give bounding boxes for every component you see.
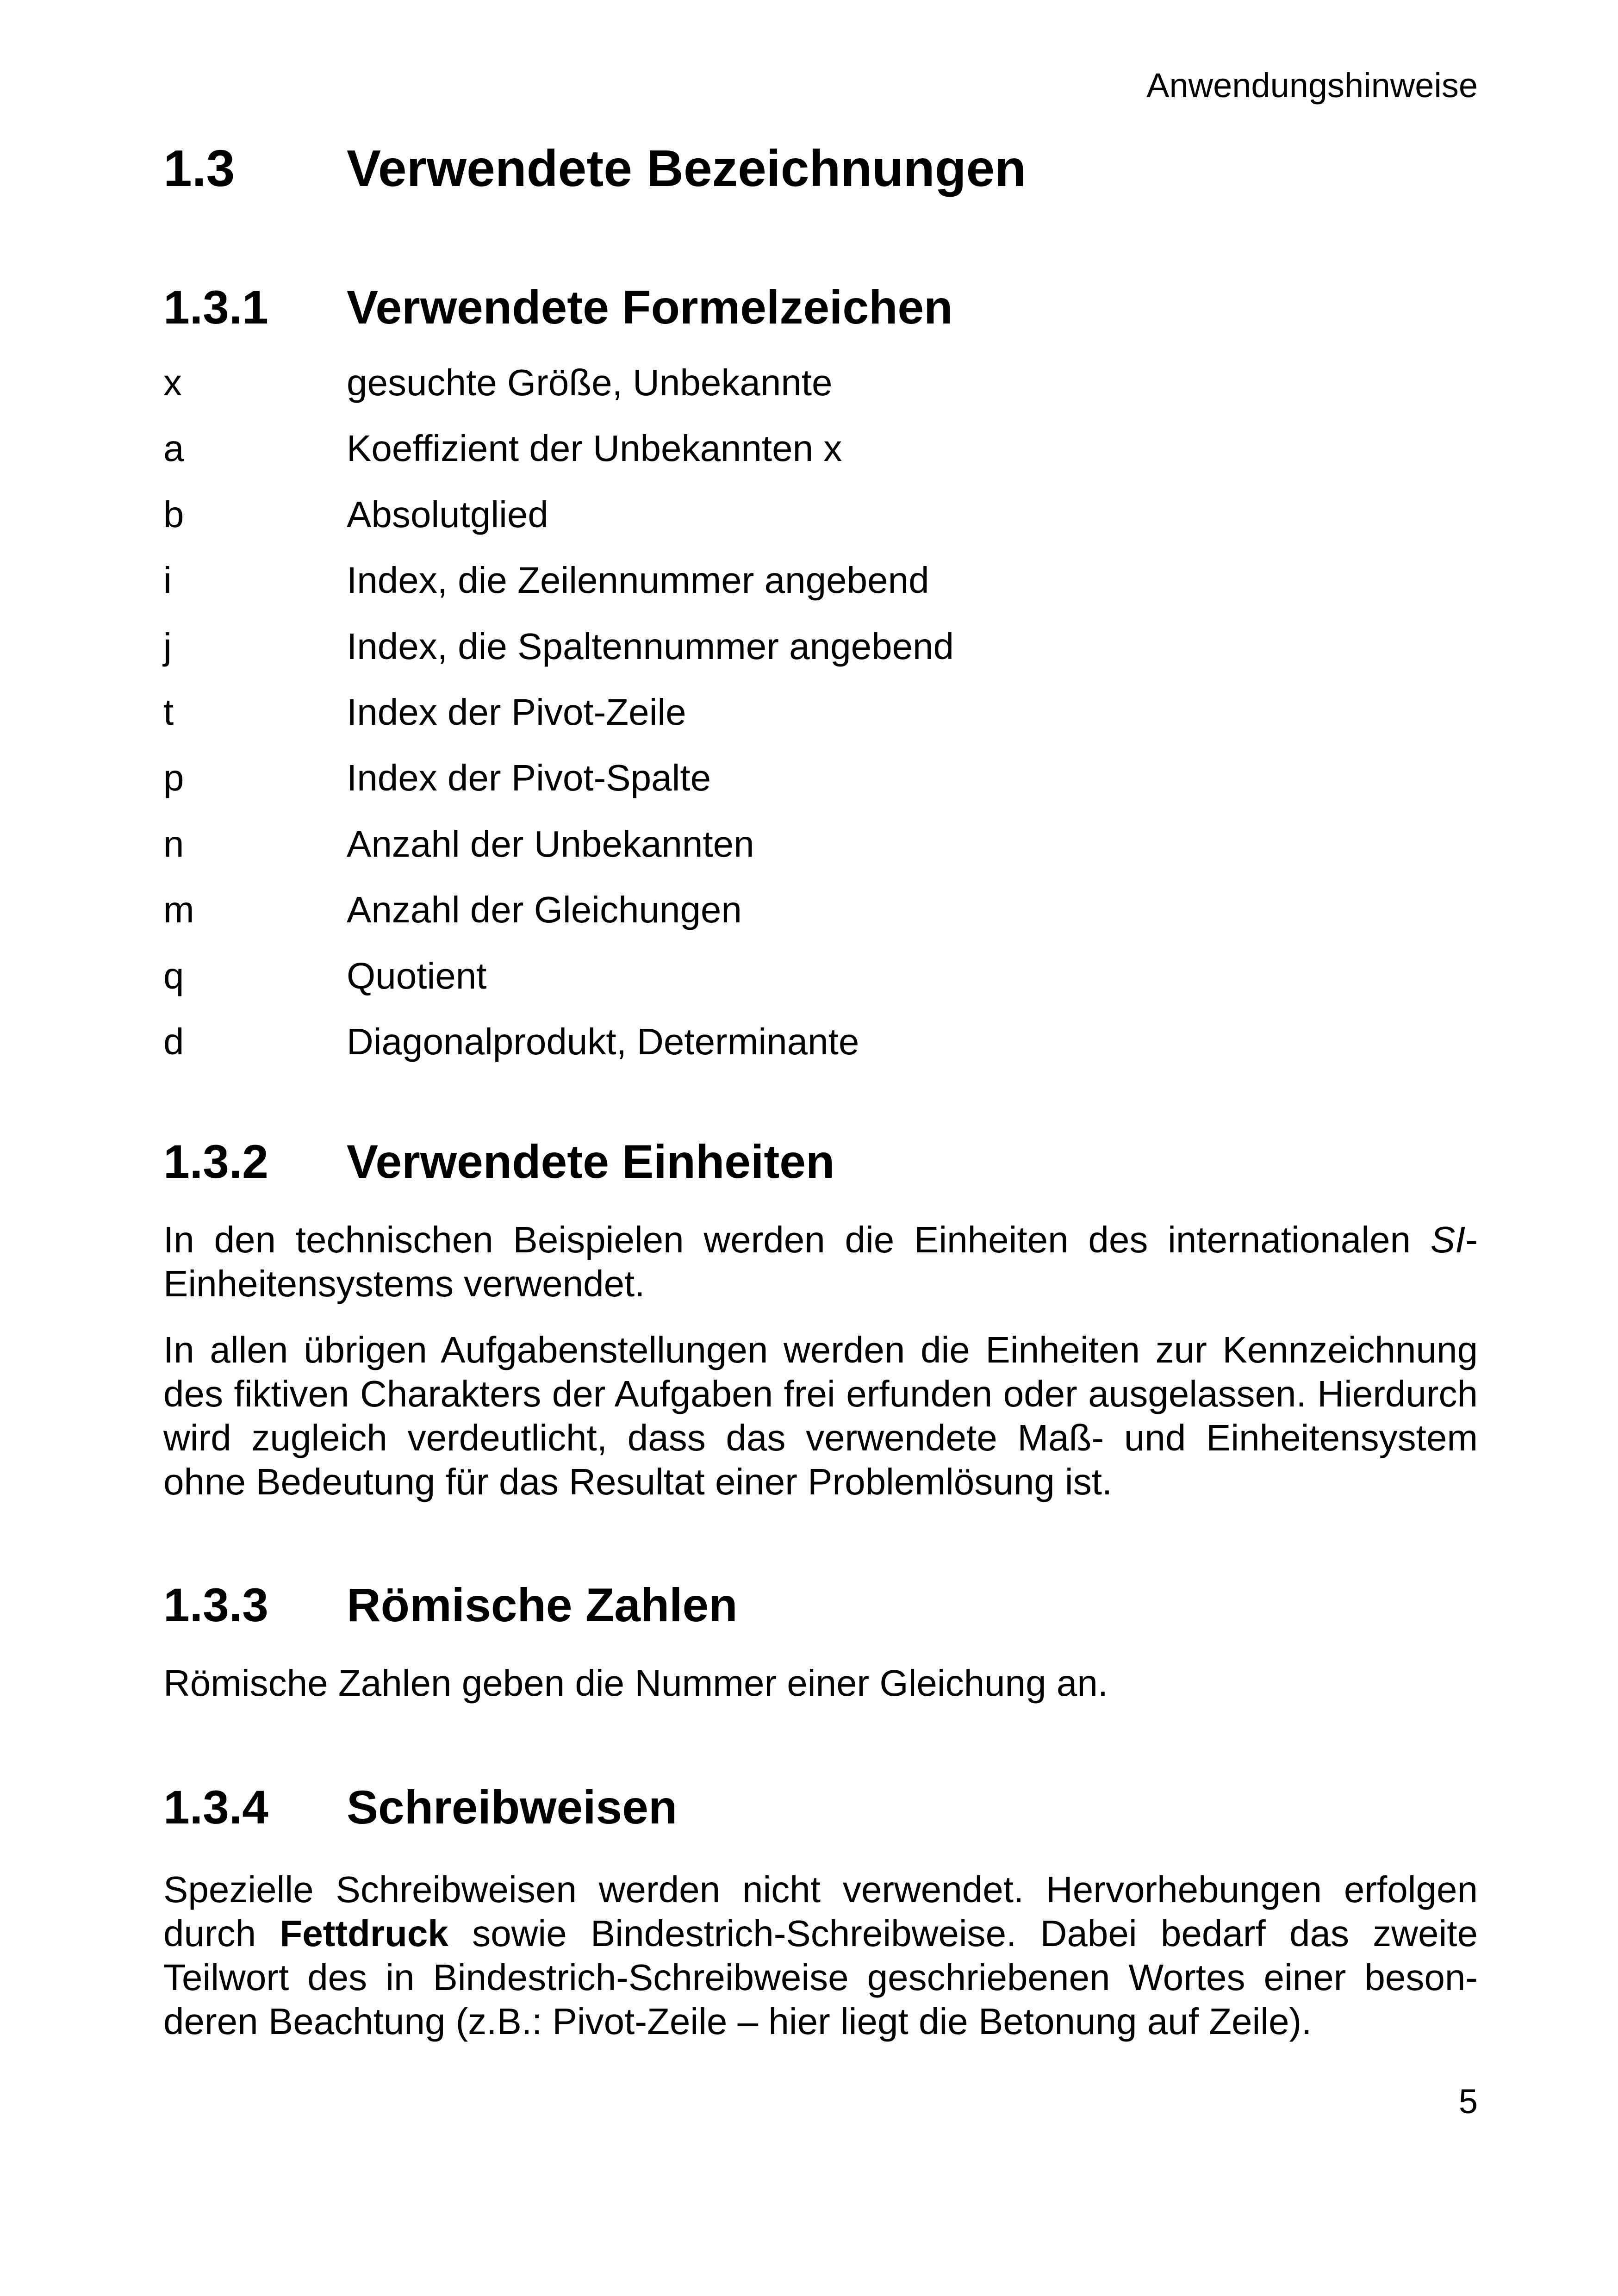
- symbol-row: [163, 821, 1478, 886]
- symbol: q: [163, 955, 184, 996]
- symbol-description: Quotient: [347, 955, 487, 996]
- subsection-heading-schreibweisen: [163, 1779, 677, 1836]
- subsection-heading-formelzeichen: [163, 279, 952, 336]
- subsection-heading-roemische-zahlen: [163, 1577, 738, 1633]
- symbol: x: [163, 362, 182, 403]
- symbol-row: [163, 689, 1478, 754]
- symbol: a: [163, 428, 184, 469]
- subsection-number: 1.3.2: [163, 1135, 268, 1188]
- symbol-row: [163, 886, 1478, 952]
- symbol-description: Index der Pivot-Spalte: [347, 757, 711, 799]
- roemische-zahlen-paragraph: Römische Zahlen geben die Nummer einer Gleichung an.: [163, 1662, 1108, 1704]
- subsection-title: Schreibweisen: [347, 1781, 678, 1834]
- page-number: 5: [1458, 2082, 1478, 2121]
- section-number: 1.3: [163, 140, 235, 197]
- bold-example: Fettdruck: [280, 1913, 448, 1954]
- si-abbreviation: SI: [1430, 1219, 1466, 1260]
- paragraph-text: Spezielle Schreibweisen werden nicht verwendet. Hervorhebungen erfolgen durch: [163, 1869, 1478, 1954]
- subsection-title: Verwendete Formelzeichen: [347, 281, 953, 334]
- symbol: j: [163, 625, 172, 667]
- symbol: d: [163, 1020, 184, 1062]
- symbol: m: [163, 889, 194, 931]
- symbol-description: Diagonalprodukt, Determinante: [347, 1020, 859, 1062]
- symbol-description: Koeffizient der Unbekannten x: [347, 428, 842, 469]
- paragraph-text: In den technischen Beispielen werden die Einheiten des internationalen: [163, 1219, 1431, 1260]
- symbol-description: gesuchte Größe, Unbekannte: [347, 362, 833, 403]
- symbol-description: Index, die Spaltennummer angebend: [347, 625, 954, 667]
- schreibweisen-paragraph: [163, 1867, 1478, 2043]
- subsection-title: Verwendete Einheiten: [347, 1135, 835, 1188]
- symbol-row: [163, 557, 1478, 622]
- symbol-row: [163, 425, 1478, 491]
- symbol: p: [163, 757, 184, 799]
- symbol: b: [163, 493, 184, 535]
- symbol-row: [163, 491, 1478, 557]
- section-heading: [163, 138, 1026, 199]
- symbol-description: Absolutglied: [347, 493, 548, 535]
- symbol-row: [163, 1018, 1478, 1084]
- subsection-number: 1.3.1: [163, 281, 268, 334]
- symbol-list: [163, 359, 1478, 1084]
- subsection-number: 1.3.4: [163, 1781, 268, 1834]
- symbol-description: Index, die Zeilennummer angebend: [347, 560, 929, 601]
- einheiten-paragraph-2: In allen übrigen Aufgabenstellungen werden die Einheiten zur Kennzeichnung des fiktiven Charakters der Aufgaben frei erfunden oder ausgelassen. Hierdurch wird zugleich verdeutlicht, dass das verwendete Maß- und Einheitensystem ohne Bedeutung für das Resultat einer Problemlösung ist.: [163, 1329, 1478, 1502]
- subsection-title: Römische Zahlen: [347, 1579, 738, 1631]
- symbol-row: [163, 623, 1478, 689]
- section-title: Verwendete Bezeichnungen: [347, 140, 1027, 197]
- symbol-row: [163, 359, 1478, 425]
- symbol: t: [163, 691, 174, 733]
- symbol-description: Anzahl der Gleichungen: [347, 889, 742, 931]
- symbol-description: Anzahl der Unbekannten: [347, 823, 754, 865]
- symbol-row: [163, 754, 1478, 820]
- running-header: Anwendungshinweise: [1146, 66, 1478, 105]
- subsection-heading-einheiten: [163, 1133, 834, 1190]
- paragraph-text: -Einheitensystems verwendet.: [163, 1219, 1478, 1304]
- symbol: i: [163, 560, 172, 601]
- einheiten-paragraph-1: [163, 1218, 1478, 1306]
- paragraph-text: sowie Bindestrich-Schreibweise. Dabei bedarf das zweite Teilwort des in Bindestrich-Schreibweise geschriebenen Wortes einer besonderen Beachtung (z.B.: Pivot-Zeile – hier liegt die Betonung auf Zeile).: [163, 1913, 1478, 2042]
- symbol-row: [163, 952, 1478, 1018]
- symbol: n: [163, 823, 184, 865]
- symbol-description: Index der Pivot-Zeile: [347, 691, 686, 733]
- subsection-number: 1.3.3: [163, 1579, 268, 1631]
